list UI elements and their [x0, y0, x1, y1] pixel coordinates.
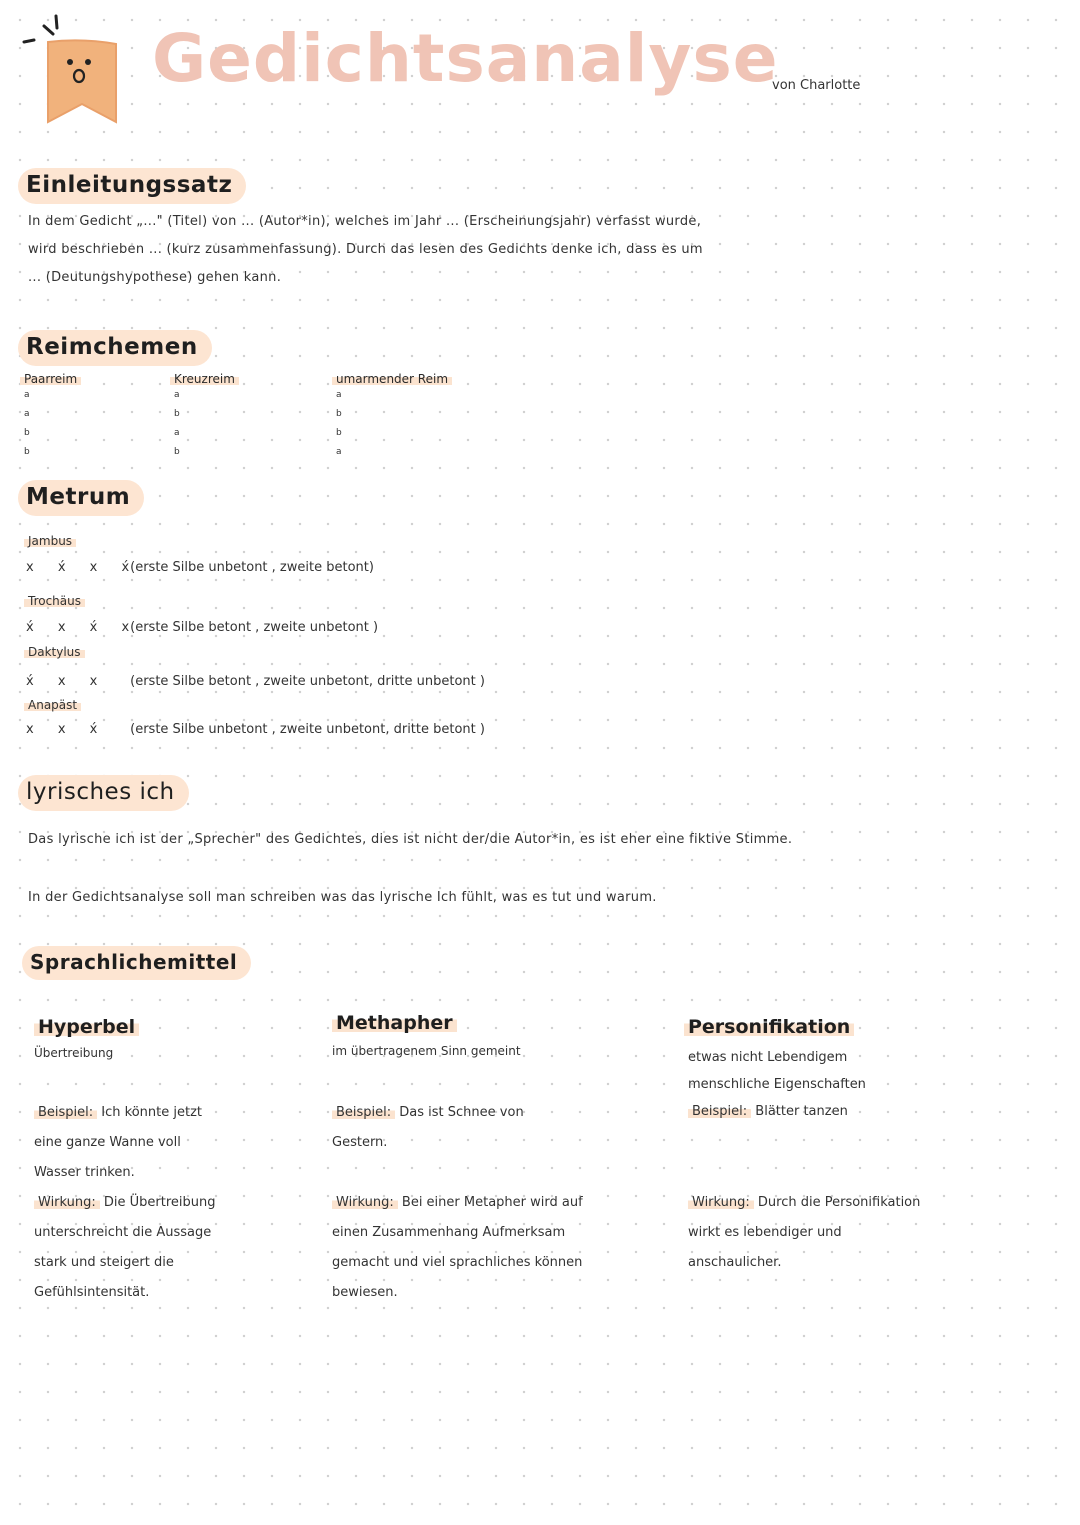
personifikation-effect: [688, 1188, 1018, 1278]
meter-name-trochaeus: Trochäus: [24, 594, 85, 608]
section-heading-metrum: Metrum: [18, 480, 144, 516]
meter-description: (erste Silbe unbetont , zweite unbetont, dritte betont ): [130, 722, 485, 737]
meter-row-trochaeus: [26, 620, 378, 635]
einleitung-text: [28, 208, 928, 292]
section-heading-lyrisches-ich: lyrisches ich: [18, 775, 189, 811]
einleitung-line: wird beschrieben ... (kurz zusammenfassung). Durch das lesen des Gedichts denke ich, dass es um: [28, 242, 703, 257]
rhyme-column-kreuzreim: [174, 372, 239, 462]
effect-line: [332, 1188, 662, 1218]
effect-line: [34, 1188, 284, 1218]
meter-name-jambus: Jambus: [24, 534, 76, 548]
device-subtitle-metapher: im übertragenem Sinn gemeint: [332, 1044, 521, 1058]
rhyme-letter: b: [174, 409, 180, 419]
hyperbel-effect: [34, 1188, 284, 1308]
rhyme-label: Paarreim: [20, 372, 81, 386]
effect-label: Wirkung:: [332, 1195, 398, 1210]
meter-marks: x́ x x: [26, 674, 108, 689]
effect-line: Gefühlsintensität.: [34, 1285, 150, 1300]
metapher-example: [332, 1098, 592, 1158]
hyperbel-example: [34, 1098, 264, 1188]
meter-description: (erste Silbe betont , zweite unbetont ): [130, 620, 379, 635]
meter-row-anapaest: [26, 722, 485, 737]
definition-line: etwas nicht Lebendigem: [688, 1050, 848, 1065]
author-credit: von Charlotte: [772, 78, 861, 93]
meter-marks: x́ x x́ x: [26, 620, 140, 635]
meter-name-anapaest: Anapäst: [24, 698, 81, 712]
rhyme-letter: a: [24, 390, 30, 400]
effect-label: Wirkung:: [34, 1195, 100, 1210]
effect-line: stark und steigert die: [34, 1255, 174, 1270]
rhyme-letter: b: [336, 428, 342, 438]
effect-line: gemacht und viel sprachliches können: [332, 1255, 583, 1270]
meter-row-daktylus: [26, 674, 485, 689]
rhyme-letter: a: [24, 409, 30, 419]
lyrisches-ich-line-1: Das lyrische ich ist der „Sprecher" des Gedichtes, dies ist nicht der/die Autor*in, es ist eher eine fiktive Stimme.: [28, 832, 793, 847]
rhyme-letter: b: [24, 447, 30, 457]
meter-name-daktylus: Daktylus: [24, 645, 85, 659]
bookmark-face-icon: [42, 38, 122, 132]
personifikation-definition: [688, 1044, 1008, 1125]
example-line: Wasser trinken.: [34, 1165, 135, 1180]
effect-line: unterschreicht die Aussage: [34, 1225, 212, 1240]
example-line: [34, 1098, 264, 1128]
rhyme-label: Kreuzreim: [170, 372, 239, 386]
device-title-personifikation: Personifikation: [684, 1016, 854, 1038]
example-line: Gestern.: [332, 1135, 388, 1150]
effect-label: Wirkung:: [688, 1195, 754, 1210]
device-subtitle-hyperbel: Übertreibung: [34, 1046, 114, 1060]
effect-line: anschaulicher.: [688, 1255, 782, 1270]
example-text: Blätter tanzen: [751, 1104, 848, 1119]
example-line: [332, 1098, 592, 1128]
rhyme-letter: a: [336, 390, 342, 400]
meter-marks: x x́ x x́: [26, 560, 140, 575]
effect-line: bewiesen.: [332, 1285, 398, 1300]
einleitung-line: ... (Deutungshypothese) gehen kann.: [28, 270, 282, 285]
device-title-metapher: Methapher: [332, 1012, 457, 1034]
example-label: Beispiel:: [34, 1105, 97, 1120]
example-line: eine ganze Wanne voll: [34, 1135, 181, 1150]
effect-line: wirkt es lebendiger und: [688, 1225, 842, 1240]
device-title-hyperbel: Hyperbel: [34, 1016, 139, 1038]
rhyme-letter: a: [336, 447, 342, 457]
einleitung-line: In dem Gedicht „..." (Titel) von ... (Autor*in), welches im Jahr ... (Erscheinungsjahr) verfasst wurde,: [28, 214, 702, 229]
effect-line: einen Zusammenhang Aufmerksam: [332, 1225, 566, 1240]
example-label: Beispiel:: [688, 1104, 751, 1119]
example-text: Ich könnte jetzt: [97, 1105, 202, 1120]
lyrisches-ich-line-2: In der Gedichtsanalyse soll man schreiben was das lyrische Ich fühlt, was es tut und warum.: [28, 890, 657, 905]
rhyme-label: umarmender Reim: [332, 372, 452, 386]
example-text: Das ist Schnee von: [395, 1105, 524, 1120]
rhyme-column-paarreim: [24, 372, 81, 462]
example-label: Beispiel:: [332, 1105, 395, 1120]
section-heading-reimschemen: Reimchemen: [18, 330, 212, 366]
meter-description: (erste Silbe betont , zweite unbetont, dritte unbetont ): [130, 674, 485, 689]
rhyme-letter: a: [174, 390, 180, 400]
page-title: Gedichtsanalyse: [152, 20, 779, 97]
meter-description: (erste Silbe unbetont , zweite betont): [130, 560, 374, 575]
rhyme-letter: b: [174, 447, 180, 457]
rhyme-letter: b: [336, 409, 342, 419]
meter-marks: x x x́: [26, 722, 108, 737]
rhyme-column-umarmender-reim: [336, 372, 452, 462]
meter-row-jambus: [26, 560, 374, 575]
effect-text: Die Übertreibung: [99, 1195, 216, 1210]
effect-text: Bei einer Metapher wird auf: [397, 1195, 583, 1210]
example-line: [688, 1098, 1008, 1125]
rhyme-letter: b: [24, 428, 30, 438]
section-heading-einleitung: Einleitungssatz: [18, 168, 246, 204]
effect-line: [688, 1188, 1018, 1218]
rhyme-letter: a: [174, 428, 180, 438]
definition-line: menschliche Eigenschaften: [688, 1077, 866, 1092]
effect-text: Durch die Personifikation: [753, 1195, 921, 1210]
metapher-effect: [332, 1188, 662, 1308]
section-heading-sprachliche-mittel: Sprachlichemittel: [22, 946, 251, 980]
